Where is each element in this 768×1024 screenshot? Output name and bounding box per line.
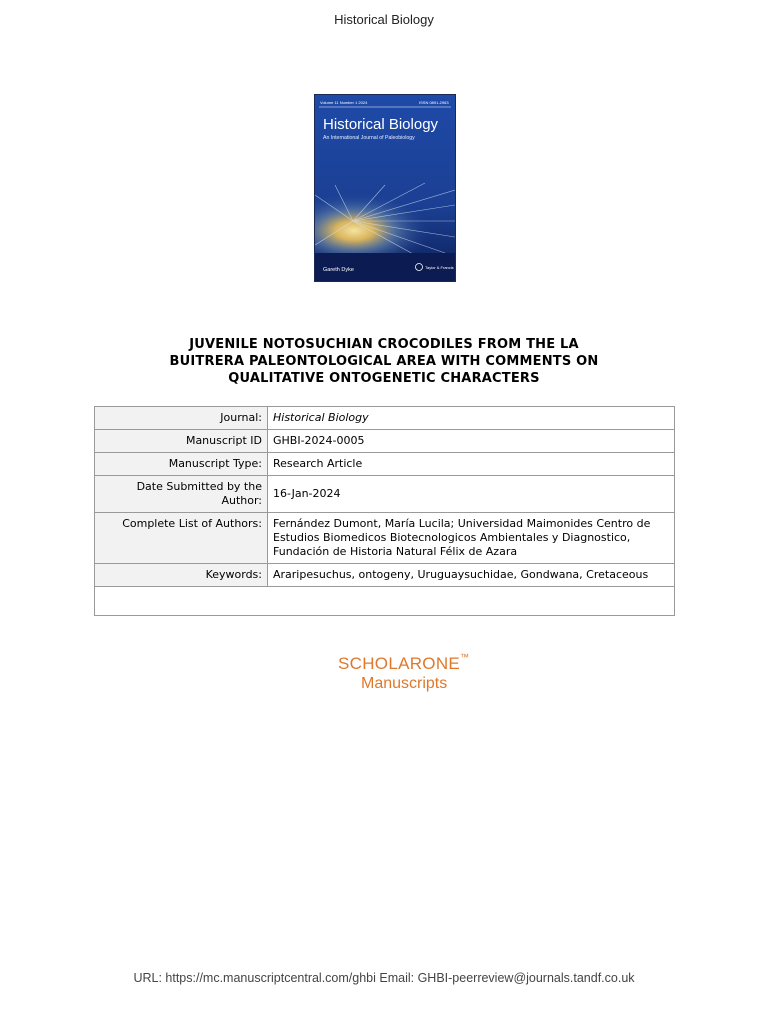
cover-artwork — [315, 95, 455, 281]
article-title-line: BUITRERA PALEONTOLOGICAL AREA WITH COMMENTS ON — [169, 354, 599, 369]
table-row — [95, 513, 675, 564]
table-row — [95, 407, 675, 430]
authors-label: Complete List of Authors: — [95, 513, 268, 564]
scholarone-wordmark — [338, 654, 469, 674]
trademark-symbol: ™ — [460, 652, 470, 662]
authors-line: Fundación de Historia Natural Félix de Azara — [273, 545, 518, 558]
manuscripts-text: Manuscripts — [361, 675, 448, 692]
manuscript-metadata-table — [94, 406, 675, 616]
date-submitted-label-line: Author: — [221, 494, 262, 507]
article-title-line: JUVENILE NOTOSUCHIAN CROCODILES FROM THE LA — [189, 337, 579, 352]
journal-label: Journal: — [95, 407, 268, 430]
cover-subtitle: An International Journal of Paleobiology — [323, 135, 415, 141]
authors-value — [268, 513, 675, 564]
date-submitted-label — [95, 476, 268, 513]
article-title — [100, 336, 668, 387]
manuscript-id-label: Manuscript ID — [95, 430, 268, 453]
authors-line: Fernández Dumont, María Lucila; Universidad Maimonides Centro de — [273, 517, 651, 530]
manuscript-type-value: Research Article — [268, 453, 675, 476]
cover-issn: ISSN 0891-2963 — [419, 100, 449, 105]
one-text: ONE — [422, 654, 461, 673]
cover-editor: Gareth Dyke — [323, 267, 354, 273]
cover-top-line: Volume 11 Number 1 2024 — [320, 100, 368, 105]
date-submitted-value: 16-Jan-2024 — [268, 476, 675, 513]
empty-cell — [95, 587, 675, 616]
cover-journal-title: Historical Biology — [323, 116, 439, 133]
table-row-empty — [95, 587, 675, 616]
keywords-label: Keywords: — [95, 564, 268, 587]
table-row — [95, 476, 675, 513]
scholarone-logo — [338, 654, 469, 693]
journal-value: Historical Biology — [268, 407, 675, 430]
table-row — [95, 453, 675, 476]
authors-line: Estudios Biomedicos Biotecnologicos Ambientales y Diagnostico, — [273, 531, 631, 544]
manuscript-id-value: GHBI-2024-0005 — [268, 430, 675, 453]
scholar-text: SCHOLAR — [338, 654, 423, 673]
manuscript-type-label: Manuscript Type: — [95, 453, 268, 476]
running-header: Historical Biology — [334, 12, 434, 27]
footer-contact: URL: https://mc.manuscriptcentral.com/ghbi Email: GHBI-peerreview@journals.tandf.co.uk — [133, 971, 635, 985]
cover-publisher: Taylor & Francis — [425, 265, 454, 270]
table-row — [95, 564, 675, 587]
date-submitted-label-line: Date Submitted by the — [136, 480, 262, 493]
journal-cover-image — [314, 94, 456, 282]
keywords-value: Araripesuchus, ontogeny, Uruguaysuchidae, Gondwana, Cretaceous — [268, 564, 675, 587]
table-row — [95, 430, 675, 453]
article-title-line: QUALITATIVE ONTOGENETIC CHARACTERS — [228, 371, 540, 386]
